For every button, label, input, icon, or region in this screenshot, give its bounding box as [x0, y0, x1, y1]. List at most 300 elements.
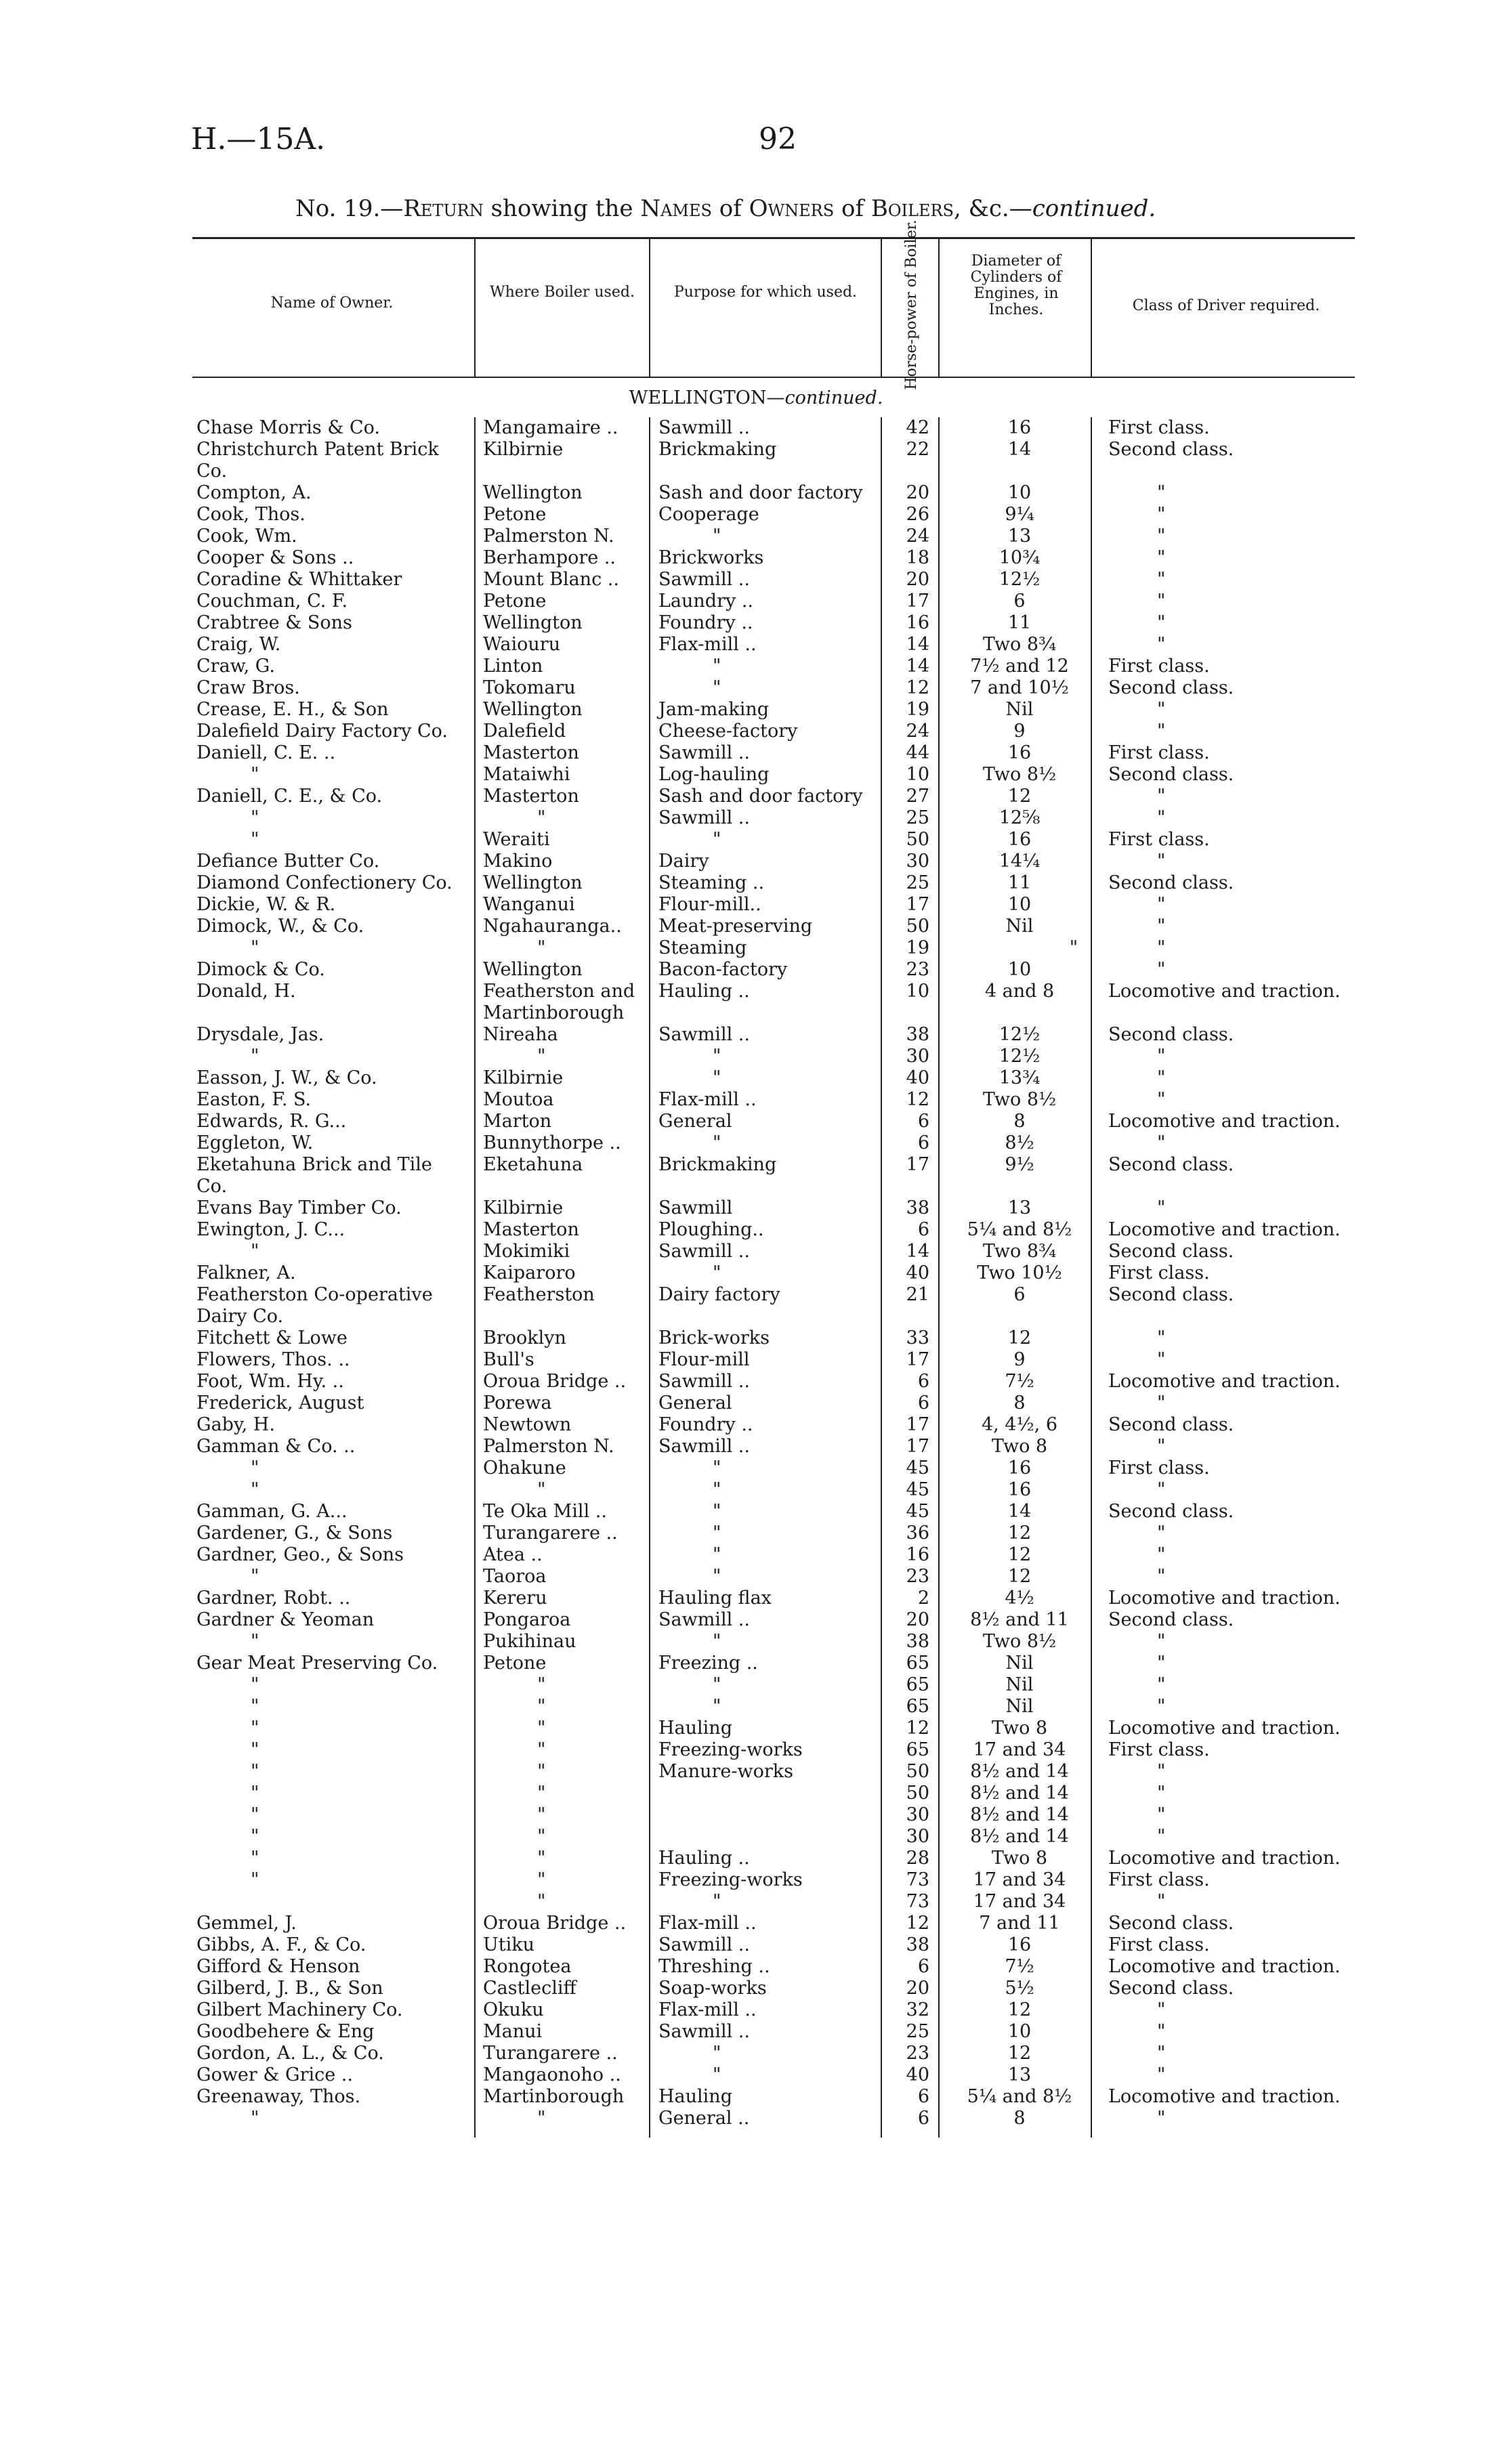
title-word-return: Return — [403, 195, 484, 222]
horse-power-cell: 45 — [906, 1501, 929, 1522]
where-cell: Kilbirnie — [483, 1067, 564, 1088]
horse-power-cell: 50 — [906, 829, 929, 850]
horse-power-cell: 12 — [906, 1718, 929, 1739]
driver-class-cell: First class. — [1108, 1458, 1210, 1479]
cylinders-cell: Two 8 — [991, 1848, 1048, 1869]
horse-power-cell: 38 — [906, 1197, 929, 1218]
cylinders-cell: 17 and 34 — [973, 1869, 1066, 1890]
section-continued: continued. — [784, 387, 883, 408]
cylinders-cell: 8½ and 14 — [970, 1783, 1069, 1804]
col-header-driver: Class of Driver required. — [1132, 297, 1320, 314]
horse-power-cell: 20 — [906, 1978, 929, 1999]
owner-cell: Greenaway, Thos. — [196, 2086, 361, 2107]
cylinders-cell: 4 and 8 — [984, 981, 1055, 1002]
cylinders-cell: 6 — [1013, 1284, 1026, 1305]
driver-class-cell: Locomotive and traction. — [1108, 1111, 1341, 1132]
where-cell: Bunnythorpe .. — [483, 1132, 621, 1153]
driver-class-cell: First class. — [1108, 1934, 1210, 1955]
where-cell: Turangarere .. — [483, 2043, 618, 2064]
where-cell: " — [537, 1783, 546, 1804]
where-cell: Wanganui — [483, 894, 575, 915]
where-cell: " — [537, 1046, 546, 1067]
cylinders-cell: 12 — [1007, 2043, 1032, 2064]
cylinders-cell: Nil — [1005, 699, 1034, 720]
driver-class-cell: " — [1157, 916, 1166, 937]
purpose-cell: Soap-works — [658, 1978, 767, 1999]
where-cell: Tokomaru — [483, 677, 576, 698]
where-cell: Featherston and Martinborough — [483, 981, 635, 1023]
horse-power-cell: 18 — [906, 547, 929, 568]
driver-class-cell: " — [1157, 1132, 1166, 1153]
cylinders-cell: 8 — [1013, 1111, 1026, 1132]
where-cell: Ngahauranga.. — [483, 916, 622, 937]
purpose-cell: " — [713, 1479, 721, 1500]
cylinders-cell: Two 10½ — [977, 1262, 1062, 1283]
purpose-cell: Sash and door factory — [658, 786, 863, 807]
horse-power-cell: 25 — [906, 872, 929, 893]
cylinders-cell: Two 8¾ — [982, 634, 1057, 655]
purpose-cell: Dairy factory — [658, 1284, 780, 1305]
owner-cell: " — [251, 1696, 259, 1717]
driver-class-cell: " — [1157, 2021, 1166, 2042]
owner-cell: Easton, F. S. — [196, 1089, 312, 1110]
owner-cell: " — [251, 764, 259, 785]
where-cell: Kereru — [483, 1588, 547, 1609]
purpose-cell: Freezing .. — [658, 1653, 758, 1674]
owner-cell: Couchman, C. F. — [196, 591, 348, 612]
driver-class-cell: " — [1157, 851, 1166, 872]
driver-class-cell: " — [1157, 1999, 1166, 2020]
purpose-cell: Jam-making — [658, 699, 770, 720]
driver-class-cell: " — [1157, 1826, 1166, 1847]
driver-class-cell: " — [1157, 1804, 1166, 1825]
horse-power-cell: 17 — [906, 894, 929, 915]
where-cell: Bull's — [483, 1349, 534, 1370]
where-cell: Nireaha — [483, 1024, 558, 1045]
purpose-cell: Brickmaking — [658, 1154, 777, 1175]
cylinders-cell: 10 — [1007, 2021, 1032, 2042]
horse-power-cell: 20 — [906, 569, 929, 590]
where-cell: Petone — [483, 504, 547, 525]
horse-power-cell: 17 — [906, 1154, 929, 1175]
purpose-cell: Flour-mill.. — [658, 894, 761, 915]
purpose-cell: Hauling — [658, 1718, 732, 1739]
cylinders-cell: Two 8½ — [982, 1089, 1057, 1110]
driver-class-cell: " — [1157, 1349, 1166, 1370]
where-cell: Oroua Bridge .. — [483, 1913, 627, 1934]
horse-power-cell: 17 — [906, 1436, 929, 1457]
horse-power-cell: 6 — [917, 1393, 929, 1414]
purpose-cell: Laundry .. — [658, 591, 753, 612]
owner-cell: Ewington, J. C... — [196, 1219, 345, 1240]
owner-cell: " — [251, 1566, 259, 1587]
owner-cell: Gamman, G. A... — [196, 1501, 348, 1522]
purpose-cell: " — [713, 526, 721, 547]
driver-class-cell: Second class. — [1108, 1913, 1234, 1934]
where-cell: Palmerston N. — [483, 526, 614, 547]
cylinders-cell: 8 — [1013, 1393, 1026, 1414]
horse-power-cell: 65 — [906, 1653, 929, 1674]
cylinders-cell: 10 — [1007, 959, 1032, 980]
cylinders-cell: 12½ — [999, 569, 1041, 590]
section-name: WELLINGTON— — [629, 387, 785, 408]
title-word-boilers: Boilers — [870, 195, 954, 222]
driver-class-cell: " — [1157, 1436, 1166, 1457]
cylinders-cell: 8½ and 14 — [970, 1826, 1069, 1847]
owner-cell: Diamond Confectionery Co. — [196, 872, 453, 893]
horse-power-cell: 19 — [906, 699, 929, 720]
owner-cell: Defiance Butter Co. — [196, 851, 380, 872]
horse-power-cell: 10 — [906, 764, 929, 785]
cylinders-cell: 12 — [1007, 786, 1032, 807]
owner-cell: Flowers, Thos. .. — [196, 1349, 350, 1370]
col-header-cylinders: Diameter of Cylinders of Engines, in Inches. — [970, 253, 1062, 318]
purpose-cell: Ploughing.. — [658, 1219, 764, 1240]
owner-cell: Gemmel, J. — [196, 1913, 297, 1934]
horse-power-cell: 6 — [917, 1132, 929, 1153]
driver-class-cell: " — [1157, 1067, 1166, 1088]
where-cell: Berhampore .. — [483, 547, 616, 568]
driver-class-cell: " — [1157, 1653, 1166, 1674]
driver-class-cell: " — [1157, 1046, 1166, 1067]
horse-power-cell: 6 — [917, 1219, 929, 1240]
purpose-cell: " — [713, 1631, 721, 1652]
cylinders-cell: 8½ — [1005, 1132, 1034, 1153]
where-cell: " — [537, 937, 546, 958]
driver-class-cell: " — [1157, 591, 1166, 612]
cylinders-cell: 11 — [1007, 612, 1032, 633]
driver-class-cell: " — [1157, 1761, 1166, 1782]
cylinders-cell: 16 — [1007, 1458, 1032, 1479]
purpose-cell: Meat-preserving — [658, 916, 813, 937]
purpose-cell: " — [713, 1067, 721, 1088]
cylinders-cell: 14 — [1007, 439, 1032, 460]
where-cell: Castlecliff — [483, 1978, 576, 1999]
owner-cell: Christchurch Patent Brick Co. — [196, 439, 439, 482]
cylinders-cell: 7½ and 12 — [970, 656, 1069, 677]
cylinders-cell: Nil — [1005, 1653, 1034, 1674]
cylinders-cell: 11 — [1007, 872, 1032, 893]
cylinders-cell: 5½ — [1005, 1978, 1034, 1999]
purpose-cell: " — [713, 1132, 721, 1153]
driver-class-cell: Second class. — [1108, 1978, 1234, 1999]
purpose-cell: " — [713, 2064, 721, 2085]
cylinders-cell: 14 — [1007, 1501, 1032, 1522]
driver-class-cell: Locomotive and traction. — [1108, 1956, 1341, 1977]
driver-class-cell: Second class. — [1108, 1154, 1234, 1175]
horse-power-cell: 10 — [906, 981, 929, 1002]
title-mid-2: of — [711, 195, 749, 222]
where-cell: Masterton — [483, 742, 579, 763]
cylinders-cell: 16 — [1007, 742, 1032, 763]
purpose-cell: Flax-mill .. — [658, 1999, 757, 2020]
horse-power-cell: 26 — [906, 504, 929, 525]
cylinders-cell: 4, 4½, 6 — [981, 1414, 1058, 1435]
horse-power-cell: 38 — [906, 1631, 929, 1652]
cylinders-cell: Nil — [1005, 1696, 1034, 1717]
col-header-where: Where Boiler used. — [490, 284, 635, 301]
owner-cell: Gamman & Co. .. — [196, 1436, 356, 1457]
owner-cell: " — [251, 807, 259, 828]
where-cell: Rongotea — [483, 1956, 572, 1977]
where-cell: Makino — [483, 851, 553, 872]
horse-power-cell: 24 — [906, 526, 929, 547]
horse-power-cell: 2 — [917, 1588, 929, 1609]
purpose-cell: " — [713, 656, 721, 677]
owner-cell: Gardner, Robt. .. — [196, 1588, 351, 1609]
horse-power-cell: 45 — [906, 1479, 929, 1500]
owner-cell: " — [251, 937, 259, 958]
purpose-cell: Brickworks — [658, 547, 764, 568]
driver-class-cell: Second class. — [1108, 1414, 1234, 1435]
owner-cell: " — [251, 1674, 259, 1695]
driver-class-cell: " — [1157, 547, 1166, 568]
col-header-hp-text: Horse-power of Boiler. — [903, 219, 920, 390]
cylinders-cell: Two 8 — [991, 1718, 1048, 1739]
purpose-cell: Cheese-factory — [658, 721, 798, 742]
cylinders-cell: 12 — [1007, 1999, 1032, 2020]
purpose-cell: " — [713, 1046, 721, 1067]
purpose-cell: " — [713, 1544, 721, 1565]
where-cell: Mataiwhi — [483, 764, 570, 785]
horse-power-cell: 21 — [906, 1284, 929, 1305]
cylinders-cell: 4½ — [1005, 1588, 1034, 1609]
purpose-cell: Flax-mill .. — [658, 1089, 757, 1110]
driver-class-cell: " — [1157, 1393, 1166, 1414]
driver-class-cell: " — [1157, 1631, 1166, 1652]
horse-power-cell: 65 — [906, 1739, 929, 1760]
cylinders-cell: Two 8¾ — [982, 1241, 1057, 1262]
where-cell: Masterton — [483, 1219, 579, 1240]
owner-cell: Gardner & Yeoman — [196, 1609, 375, 1630]
horse-power-cell: 33 — [906, 1327, 929, 1348]
owner-cell: Donald, H. — [196, 981, 296, 1002]
horse-power-cell: 6 — [917, 2108, 929, 2129]
driver-class-cell: " — [1157, 504, 1166, 525]
page-number: 92 — [759, 122, 797, 156]
owner-cell: Craig, W. — [196, 634, 281, 655]
cylinders-cell: 9½ — [1005, 1154, 1034, 1175]
cylinders-cell: 13 — [1007, 1197, 1032, 1218]
purpose-cell: Sawmill .. — [658, 417, 750, 438]
horse-power-cell: 22 — [906, 439, 929, 460]
driver-class-cell: " — [1157, 1089, 1166, 1110]
cylinders-cell: 16 — [1007, 1479, 1032, 1500]
horse-power-cell: 42 — [906, 417, 929, 438]
where-cell: Kilbirnie — [483, 439, 564, 460]
cylinders-cell: 16 — [1007, 417, 1032, 438]
owner-cell: Gower & Grice .. — [196, 2064, 353, 2085]
cylinders-cell: 10 — [1007, 482, 1032, 503]
driver-class-cell: First class. — [1108, 742, 1210, 763]
owner-cell: Chase Morris & Co. — [196, 417, 380, 438]
where-cell: Eketahuna — [483, 1154, 583, 1175]
purpose-cell: Hauling .. — [658, 981, 750, 1002]
purpose-cell: Sawmill .. — [658, 742, 750, 763]
owner-cell: " — [251, 1046, 259, 1067]
cylinders-cell: 8 — [1013, 2108, 1026, 2129]
purpose-cell: " — [713, 1262, 721, 1283]
horse-power-cell: 73 — [906, 1869, 929, 1890]
document-reference: H.—15A. — [191, 122, 326, 156]
where-cell: Kaiparoro — [483, 1262, 576, 1283]
purpose-cell: Threshing .. — [658, 1956, 770, 1977]
purpose-cell: " — [713, 1501, 721, 1522]
cylinders-cell: 9¼ — [1005, 504, 1034, 525]
purpose-cell: Sawmill — [658, 1197, 733, 1218]
owner-cell: " — [251, 1458, 259, 1479]
owner-cell: Gear Meat Preserving Co. — [196, 1653, 438, 1674]
purpose-cell: " — [713, 829, 721, 850]
driver-class-cell: " — [1157, 1566, 1166, 1587]
driver-class-cell: " — [1157, 2108, 1166, 2129]
driver-class-cell: " — [1157, 612, 1166, 633]
where-cell: " — [537, 1891, 546, 1912]
owner-cell: Gordon, A. L., & Co. — [196, 2043, 384, 2064]
col-divider — [1091, 417, 1092, 2138]
horse-power-cell: 19 — [906, 937, 929, 958]
horse-power-cell: 14 — [906, 1241, 929, 1262]
where-cell: " — [537, 1674, 546, 1695]
driver-class-cell: " — [1157, 721, 1166, 742]
owner-cell: Falkner, A. — [196, 1262, 296, 1283]
horse-power-cell: 38 — [906, 1934, 929, 1955]
purpose-cell: " — [713, 1566, 721, 1587]
col-header-owner: Name of Owner. — [270, 295, 394, 312]
purpose-cell: Sawmill .. — [658, 1934, 750, 1955]
driver-class-cell: Locomotive and traction. — [1108, 1219, 1341, 1240]
horse-power-cell: 6 — [917, 2086, 929, 2107]
cylinders-cell: Nil — [1005, 916, 1034, 937]
where-cell: Wellington — [483, 699, 583, 720]
owner-cell: " — [251, 1848, 259, 1869]
where-cell: Mangamaire .. — [483, 417, 618, 438]
owner-cell: " — [251, 1739, 259, 1760]
purpose-cell: Brickmaking — [658, 439, 777, 460]
where-cell: " — [537, 1761, 546, 1782]
purpose-cell: " — [713, 1674, 721, 1695]
driver-class-cell: " — [1157, 1891, 1166, 1912]
purpose-cell: Sawmill .. — [658, 1436, 750, 1457]
cylinders-cell: " — [1069, 937, 1078, 958]
driver-class-cell: " — [1157, 1197, 1166, 1218]
owner-cell: Crease, E. H., & Son — [196, 699, 389, 720]
horse-power-cell: 24 — [906, 721, 929, 742]
owner-cell: Gilberd, J. B., & Son — [196, 1978, 383, 1999]
where-cell: Petone — [483, 1653, 547, 1674]
purpose-cell: Sawmill .. — [658, 569, 750, 590]
owner-cell: Gifford & Henson — [196, 1956, 360, 1977]
owner-cell: Drysdale, Jas. — [196, 1024, 324, 1045]
driver-class-cell: First class. — [1108, 656, 1210, 677]
cylinders-cell: 13¾ — [999, 1067, 1041, 1088]
driver-class-cell: " — [1157, 1479, 1166, 1500]
purpose-cell: Flax-mill .. — [658, 1913, 757, 1934]
driver-class-cell: " — [1157, 699, 1166, 720]
cylinders-cell: 13 — [1007, 2064, 1032, 2085]
where-cell: " — [537, 1696, 546, 1717]
purpose-cell: Sawmill .. — [658, 1371, 750, 1392]
col-header-hp — [898, 219, 925, 390]
cylinders-cell: 12 — [1007, 1327, 1032, 1348]
cylinders-cell: 16 — [1007, 1934, 1032, 1955]
driver-class-cell: " — [1157, 807, 1166, 828]
owner-cell: Frederick, August — [196, 1393, 364, 1414]
horse-power-cell: 50 — [906, 916, 929, 937]
cylinders-cell: 16 — [1007, 829, 1032, 850]
driver-class-cell: " — [1157, 1327, 1166, 1348]
horse-power-cell: 23 — [906, 1566, 929, 1587]
driver-class-cell: " — [1157, 1696, 1166, 1717]
table-top-rule — [192, 237, 1355, 239]
horse-power-cell: 25 — [906, 2021, 929, 2042]
purpose-cell: " — [713, 677, 721, 698]
cylinders-cell: 12½ — [999, 1046, 1041, 1067]
driver-class-cell: " — [1157, 1674, 1166, 1695]
horse-power-cell: 36 — [906, 1523, 929, 1544]
owner-cell: Dalefield Dairy Factory Co. — [196, 721, 448, 742]
where-cell: " — [537, 1739, 546, 1760]
driver-class-cell: Second class. — [1108, 1501, 1234, 1522]
owner-cell: Easson, J. W., & Co. — [196, 1067, 377, 1088]
purpose-cell: " — [713, 1891, 721, 1912]
owner-cell: Dimock, W., & Co. — [196, 916, 364, 937]
where-cell: Linton — [483, 656, 543, 677]
horse-power-cell: 65 — [906, 1696, 929, 1717]
where-cell: " — [537, 1479, 546, 1500]
driver-class-cell: First class. — [1108, 829, 1210, 850]
cylinders-cell: 6 — [1013, 591, 1026, 612]
horse-power-cell: 25 — [906, 807, 929, 828]
owner-cell: Dimock & Co. — [196, 959, 325, 980]
where-cell: Wellington — [483, 959, 583, 980]
purpose-cell: Log-hauling — [658, 764, 770, 785]
driver-class-cell: Second class. — [1108, 764, 1234, 785]
cylinders-cell: 7 and 10½ — [970, 677, 1069, 698]
cylinders-cell: 12 — [1007, 1523, 1032, 1544]
purpose-cell: Brick-works — [658, 1327, 770, 1348]
cylinders-cell: Two 8½ — [982, 764, 1057, 785]
driver-class-cell: Locomotive and traction. — [1108, 2086, 1341, 2107]
driver-class-cell: " — [1157, 959, 1166, 980]
horse-power-cell: 17 — [906, 1349, 929, 1370]
owner-cell: Cook, Wm. — [196, 526, 297, 547]
cylinders-cell: 5¼ and 8½ — [967, 2086, 1072, 2107]
cylinders-cell: 12 — [1007, 1566, 1032, 1587]
cylinders-cell: 8½ and 14 — [970, 1804, 1069, 1825]
owner-cell: " — [251, 1479, 259, 1500]
owner-cell: " — [251, 1241, 259, 1262]
where-cell: Wellington — [483, 612, 583, 633]
where-cell: Brooklyn — [483, 1327, 566, 1348]
horse-power-cell: 20 — [906, 1609, 929, 1630]
col-divider — [938, 417, 940, 2138]
where-cell: Manui — [483, 2021, 543, 2042]
owner-cell: Daniell, C. E. .. — [196, 742, 336, 763]
title-word-owners: Owners — [749, 195, 835, 222]
horse-power-cell: 12 — [906, 1913, 929, 1934]
owner-cell: Gardener, G., & Sons — [196, 1523, 393, 1544]
where-cell: Waiouru — [483, 634, 561, 655]
driver-class-cell: " — [1157, 1783, 1166, 1804]
driver-class-cell: Second class. — [1108, 1241, 1234, 1262]
cylinders-cell: Two 8 — [991, 1436, 1048, 1457]
owner-cell: Fitchett & Lowe — [196, 1327, 348, 1348]
driver-class-cell: Locomotive and traction. — [1108, 1718, 1341, 1739]
where-cell: Dalefield — [483, 721, 566, 742]
owner-cell: Gilbert Machinery Co. — [196, 1999, 403, 2020]
purpose-cell: Sawmill .. — [658, 1024, 750, 1045]
